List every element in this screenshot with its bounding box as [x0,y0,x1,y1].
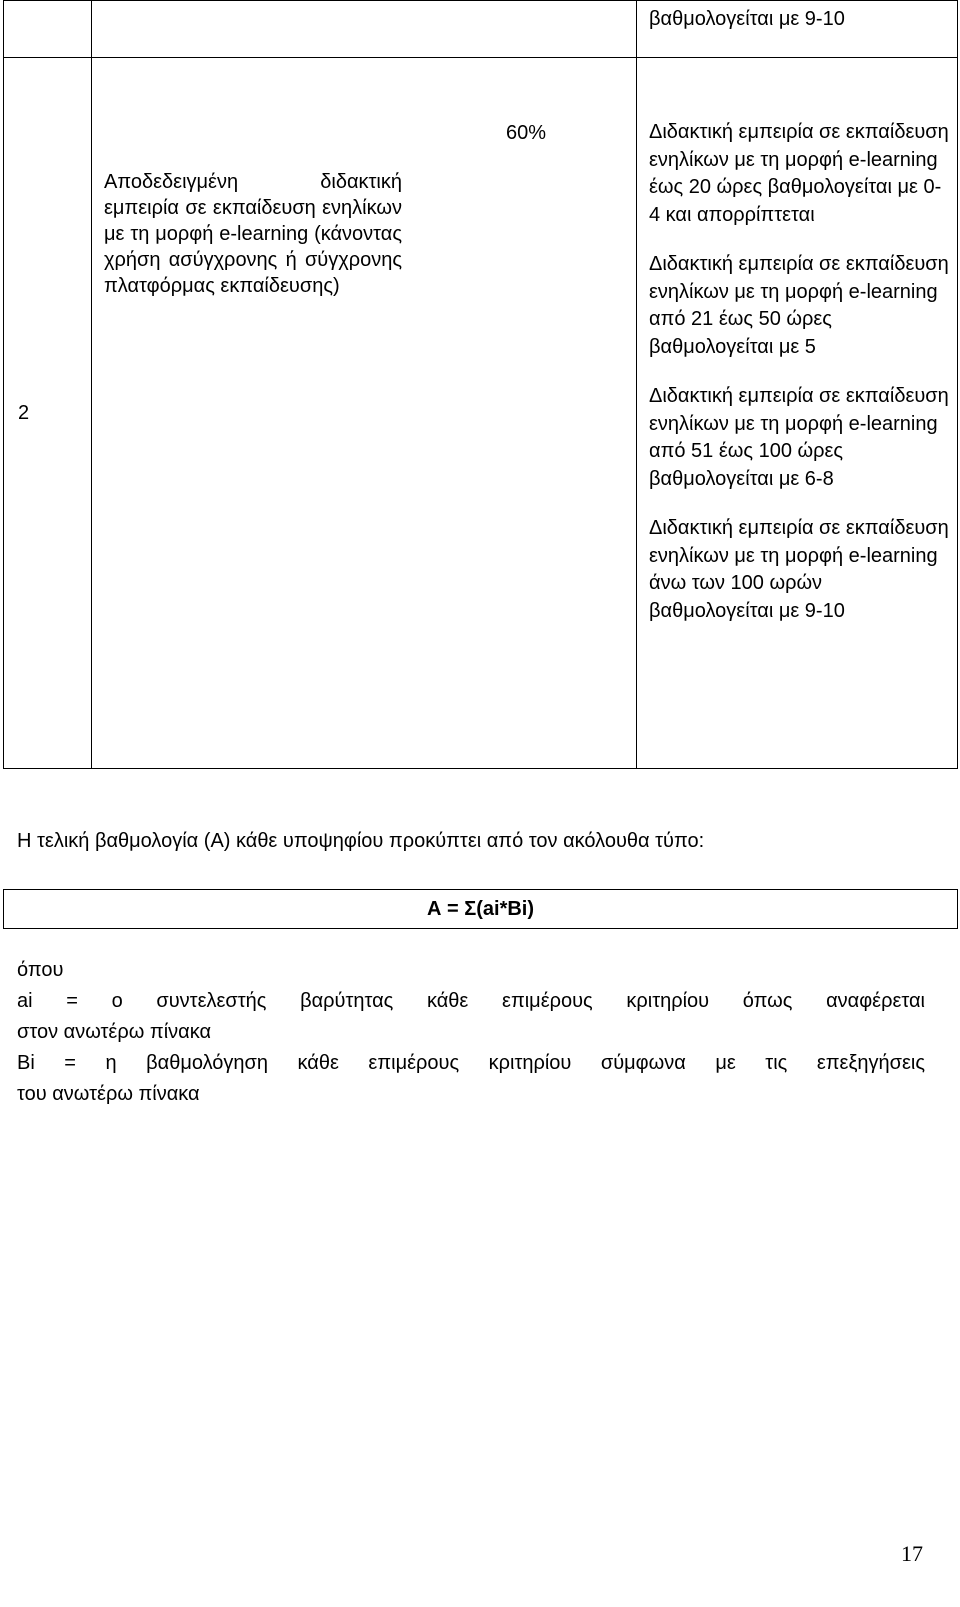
table-row-continuation [4,1,958,58]
final-score-statement: Η τελική βαθμολογία (Α) κάθε υποψηφίου προκύπτει από τον ακόλουθα τύπο: [17,830,705,852]
cell-criterion-description [92,58,637,769]
cell-scoring-scale [637,58,958,769]
criterion-weight: 60% [505,122,546,144]
legend-bi-line1: Bi = η βαθμολόγηση κάθε επιμέρους κριτηρίου σύμφωνα με τις επεξηγήσεις [17,1052,925,1074]
table-row-criterion-2 [4,58,958,769]
criterion-number: 2 [18,402,30,424]
legend-ai-line2: στον ανωτέρω πίνακα [17,1021,212,1043]
cell-criterion-number [4,58,92,769]
cell-number-empty [4,1,92,58]
criterion-description: Αποδεδειγμένη διδακτική εμπειρία σε εκπαίδευση ενηλίκων με τη μορφή e-learning (κάνοντας χρήση ασύγχρονης ή σύγχρονης πλατφόρμας εκπαίδευσης) [104,171,402,297]
formula-box [3,889,958,929]
scale-item: Διδακτική εμπειρία σε εκπαίδευση ενηλίκων με τη μορφή e-learning έως 20 ώρες βαθμολογείται με 0-4 και απορρίπτεται [649,121,949,226]
formula-legend [17,955,925,1110]
legend-ai-line1: ai = ο συντελεστής βαρύτητας κάθε επιμέρους κριτηρίου όπως αναφέρεται [17,990,925,1012]
formula: Α = Σ(ai*Bi) [426,898,535,920]
scale-continuation-text: βαθμολογείται με 9-10 [649,8,845,30]
scale-item: Διδακτική εμπειρία σε εκπαίδευση ενηλίκων με τη μορφή e-learning από 51 έως 100 ώρες βαθμολογείται με 6-8 [649,385,949,490]
legend-intro: όπου [17,959,64,981]
cell-description-empty [92,1,637,58]
criteria-table [3,0,958,769]
legend-bi-line2: του ανωτέρω πίνακα [17,1083,200,1105]
scale-item: Διδακτική εμπειρία σε εκπαίδευση ενηλίκων με τη μορφή e-learning άνω των 100 ωρών βαθμολογείται με 9-10 [649,517,949,622]
scale-item: Διδακτική εμπειρία σε εκπαίδευση ενηλίκων με τη μορφή e-learning από 21 έως 50 ώρες βαθμολογείται με 5 [649,253,949,358]
cell-scale-continuation [637,1,958,58]
page-number: 17 [901,1541,923,1566]
